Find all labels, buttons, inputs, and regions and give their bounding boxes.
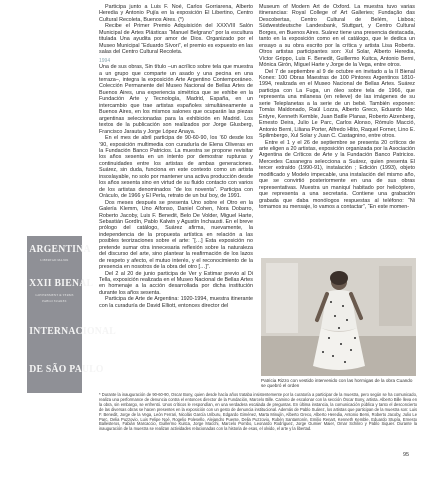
paragraph: Una de sus obras, Sin título –un acrílico sobre tela que muestra a un grupo que comparte un asado y una pecina en una terraza–, integra la exposición Arte Argentino Contemporáneo. Colección Permanente del Museo Nacional de Bellas Artes de Buenos Aires, una experiencia simétrica que se exhibe en la Fundación Arte y Tecnología, Madrid, España, en un intercambio que trae artistas españoles simultáneamente a Buenos Aires, en los mismos salones que ocuparán las piezas argentinas seleccionadas para la exhibición en Madrid. Los textos de la publicación son realizados por Jorge Glusberg, Francisco Jarauta y Jorge López Anaya. — [99, 64, 253, 135]
catalog-line-sub1: LIBERTAD MAJOR — [40, 258, 69, 262]
text-column-left — [99, 4, 253, 378]
catalog-line-argentina: ARGENTINA — [29, 244, 91, 255]
paragraph: Participa de Arte de Argentina: 1920-1994, muestra itinerante con la curaduría de David Elliott, entonces director del — [99, 296, 253, 309]
paragraph: Recibe el Primer Premio Adquisición del XXXVIII Salón Municipal de Artes Plásticas “Manuel Belgrano” por la escultura titulada Una ayudita por amor de Dios. Organizado por el Museo Municipal “Eduardo Sívori”, el premio es expuesto en las salas del Centro Cultural Recoleta. — [99, 23, 253, 56]
catalog-line-bienal: XXII BIENAL — [29, 278, 94, 289]
photo-caption: Patricia Rizzo con vestido intervenido con las hormigas de la obra Cuando se quebró el orden — [261, 378, 413, 389]
page-number: 95 — [403, 452, 410, 458]
photo-illustration — [261, 258, 416, 376]
catalog-cover-image — [27, 236, 116, 393]
paragraph: Participa junto a Luis F. Noé, Carlos Gorriarena, Alberto Heredia y Antonio Pujía en la exposición El Libertino, Centro Cultural Recoleta, Buenos Aires. (*) — [99, 4, 253, 23]
paragraph: Dos meses después se presenta Uno sobre el Otro en la Galería Klemm, Uno Alfonso, Daniel Cohen, Nora Dobarro, Roberto Jacoby, Luis F. Benedit, Belo De Volder, Miguel Harte, Sebastián Gordín, Pablo Kalwin y Agustín Inchausti. En el breve prólogo del catálogo, Suárez afirma, nuevamente, la independencia de la propuesta artística en relación a las posibles teorizaciones sobre el arte: “[…] Esta exposición no pretende sumar otra innecesaria reflexión sobre la naturaleza del discurso del arte, sino plantear la reafirmación de los lazos de respeto y afecto, el mutuo interés, y el reconocimiento de la presencia en nosotros de la obra del otro […]”. — [99, 199, 253, 271]
paragraph: Del 7 de septiembre al 9 de octubre en invitado a la II Bienal Konex: 100 Obras Maestras de 100 Pintores Argentinos 1810-1994, realizada en el Museo Nacional de Bellas Artes. Suárez participa con La Fuga, un óleo sobre tela de 1966, que representa una milanesa (en relieve) de las imágenes de su serie Teleplanetas a la serie de un bebé. También exponen: Tomás Maldonado, Raúl Lozza, Alberto Greco, Eduardo Mac Entyre, Kenneth Kemble, Juan Batlle Planas, Roberto Aizenberg, Ernesto Deira, Julio Le Parc, Carlos Alonso, Rómulo Macció, Antonio Berni, Liliana Porter, Alfredo Hlito, Raquel Forner, Lino E. Spilimbergo, Xul Solar y Juan C. Castagnino, entre otros. — [259, 68, 415, 140]
paragraph: En el mes de abril participa de 90-60-90, los ’60 desde los ’90, exposición multimedia con curaduría de Elena Oliveras en la Fundación Banco Patricios. La muestra se propone revisitar los años sesenta en un intento por demostrar rupturas y continuidades entre los artistas de ambas generaciones. Suárez, sin duda, funciona en este contexto como un artista insoslayable, no solo por mantener una activa producción desde los años sesenta sino en virtud de su fluido contacto con varios de los artistas denominados “de los noventa”. Participa con Oráculo, de 1966 y El Perla, retrato de un buí boy, de 1991. — [99, 135, 253, 200]
exhibition-photo — [261, 258, 416, 376]
text-column-right — [259, 4, 415, 254]
footnote: * Durante la inauguración de 90-60-90, Oscar Bony, quien desde hacía años trataba insistentemente por la curatoría a participar de la muestra, pero según se ha comunicado, realiza una performance de denuncia contra el entonces director de la Fundación, Marcelo Bille. Camino de escalonar con la sección Óscar Bony, artista. Alberto Bille lleva en la obra, sin embargo, se enfrentó. Unos críticos le respondían, en una verdadera escalada de preguntas. En última instancia, la comunicación pública y tanto el desconcierto de las diversas obras se hacen presentes en la exposición con un gesto de denuncia institucional. Además de Pablo Suárez, los artistas que participan de la muestra son: Luis F. Benedit, Jorge de la Vega, León Ferrari, Nicolás García Uriburu, Edgardo Giménez, Marta Minujín, Alberto Greco, Alberto Heredia, Antonio Berni, Roberto Jacoby, Julio Le Parc, Delia Puzzovio, Luis Felipe Noé, Rogelio Polesello, Alejandro Puente, Delia Puzzovio, Rubén Santantonín, Emilio Renart, Kenneth Kemble, Eduardo Stupía, Ernesto Ballesteros, Fabián Marcaccio, Guillermo Kuitca, Jorge Macchi, Marcelo Pombo, Leonardo Rodríguez, Jorge Gumier Maier, Omar Schiliro y Pablo Siquier. Durante la inauguración de la muestra se realizan actividades relacionadas con la historia de esas, el olvido, el arte y la libertad. — [99, 392, 417, 432]
catalog-line-artist: PABLO SUAREZ — [42, 299, 67, 303]
year-heading: 1994 — [99, 57, 111, 64]
catalog-line-sub2: GOVERNMENT & TERMS — [35, 293, 74, 297]
paragraph: Museum of Modern Art de Oxford. La muestra tuvo varias itinerancias: Royal College of Art Galleries; Fundação das Descobertas, Centro Cultural de Belém, Lisboa; Südwestdeutsche Landesbank, Stuttgart, y Centro Cultural Borges, en Buenos Aires. Suárez tiene una presencia destacada, tanto en la exposición como en el catálogo, que le dedica un ensayo a su obra escrito por la crítica y artista Lisa Roberts. Otros artistas participantes son: Xul Solar, Alberto Heredia, Víctor Grippo, Luis F. Benedit, Guillermo Kuitca, Antonio Berni, Mónica Girón, Miguel Harte y Jorge de la Vega, entre otros. — [259, 4, 415, 69]
catalog-line-sao-paulo: DE SÃO PAULO — [29, 364, 104, 375]
catalog-line-internacional: INTERNACIONAL — [29, 326, 116, 337]
paragraph: Entre el 1 y el 26 de septiembre se presenta 20 críticos de arte eligen a 20 artistas, exposición organizada por la Asociación Argentina de Críticos de Arte y la Fundación Banco Patricios. Mercedes Casanegra selecciona a Suárez, quien presenta El tercer extraído (1990-91), instalación ; Edición (1993), objeto modificado y Modelo impecable, una instalación del mismo año, que se convirtió posteriormente en una de sus obras representativas. Muestra un maniquí habitado por helicóptero, que representa a una secretaria. Contiene una grabación grabada que daba monólogos respuestas al teléfono: “Ni tomamos su mensaje, lo vamos a contactar”, “En este momen- — [259, 139, 415, 211]
paragraph: Del 2 al 20 de junio participa de Ver y Estimar previo al Di Tella, exposición realizada en el Museo Nacional de Bellas Artes en homenaje a la acción desarrollada por dicha institución durante los años sesenta. — [99, 270, 253, 296]
